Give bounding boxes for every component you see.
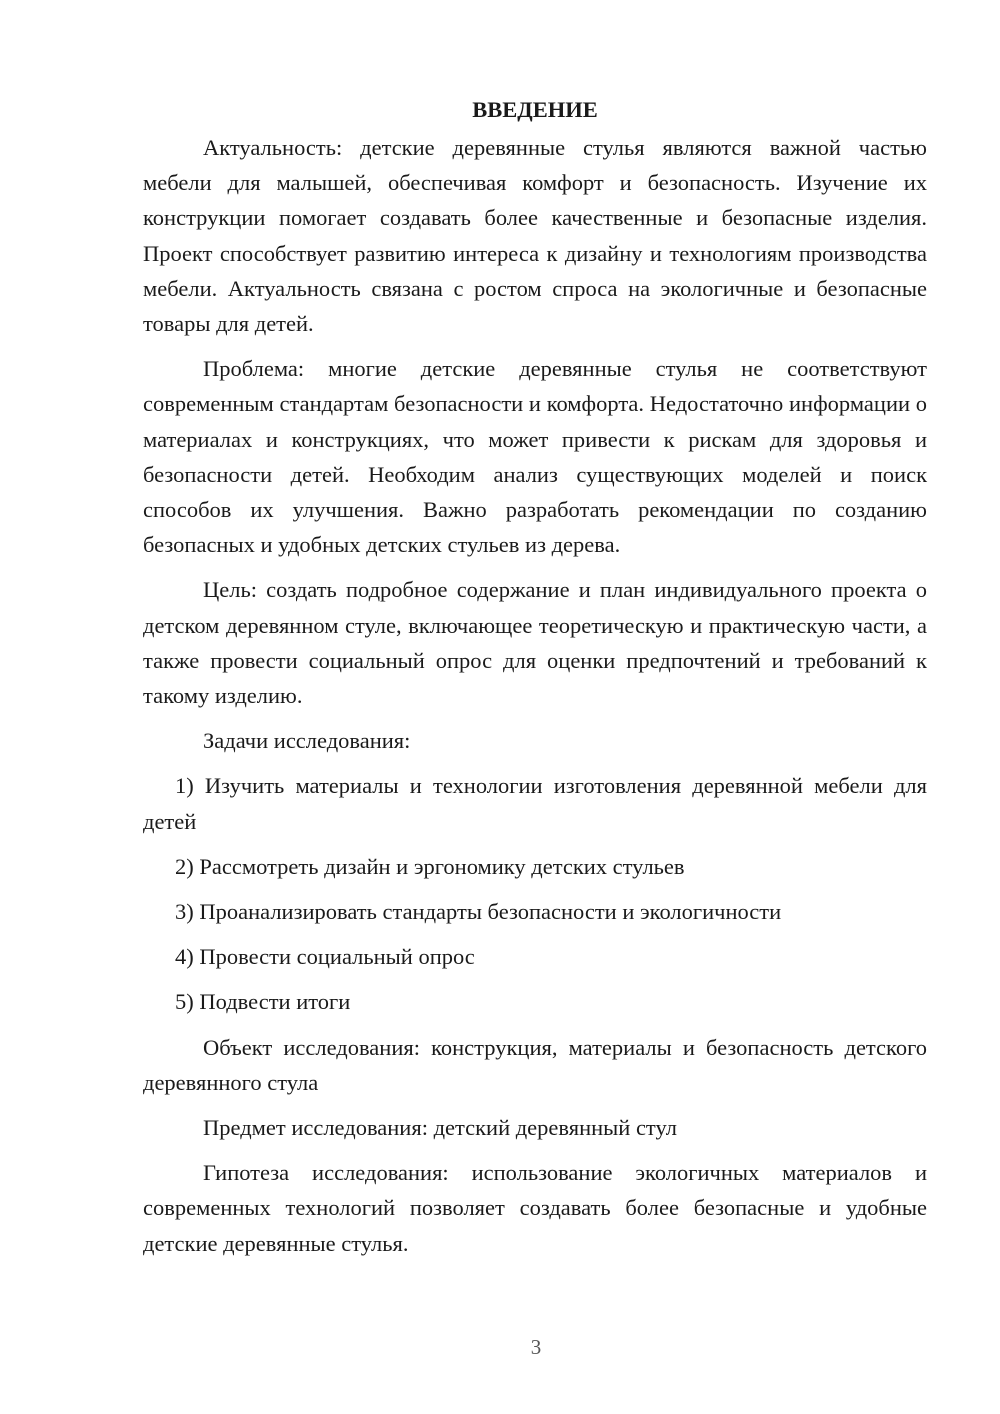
list-item: 1) Изучить материалы и технологии изготовления деревянной мебели для детей — [143, 773, 927, 834]
hypothesis-paragraph: Гипотеза исследования: использование экологичных материалов и современных технологий позволяет создавать более безопасные и удобные детские деревянные стулья. — [143, 1160, 927, 1256]
goal-paragraph: Цель: создать подробное содержание и план индивидуального проекта о детском деревянном стуле, включающее теоретическую и практическую части, а также провести социальный опрос для оценки предпочтений и требований к такому изделию. — [143, 577, 927, 709]
list-item: 2) Рассмотреть дизайн и эргономику детских стульев — [175, 853, 685, 879]
subject-paragraph: Предмет исследования: детский деревянный стул — [203, 1115, 677, 1141]
object-paragraph: Объект исследования: конструкция, материалы и безопасность детского деревянного стула — [143, 1034, 927, 1095]
page-number: 3 — [530, 1335, 542, 1359]
page-content — [143, 92, 927, 1271]
page-title: ВВЕДЕНИЕ — [472, 97, 598, 122]
tasks-heading: Задачи исследования: — [203, 728, 411, 754]
relevance-paragraph: Актуальность: детские деревянные стулья являются важной частью мебели для малышей, обеспечивая комфорт и безопасность. Изучение их конструкции помогает создавать более качественные и безопасные изделия. Проект способствует развитию интереса к дизайну и технологиям производства мебели. Актуальность связана с ростом спроса на экологичные и безопасные товары для детей. — [143, 135, 927, 337]
list-item: 4) Провести социальный опрос — [175, 944, 475, 970]
list-item: 5) Подвести итоги — [175, 989, 351, 1015]
list-item: 3) Проанализировать стандарты безопасности и экологичности — [175, 899, 782, 925]
problem-paragraph: Проблема: многие детские деревянные стулья не соответствуют современным стандартам безопасности и комфорта. Недостаточно информации о материалах и конструкциях, что может привести к рискам для здоровья и безопасности детей. Необходим анализ существующих моделей и поиск способов их улучшения. Важно разработать рекомендации по созданию безопасных и удобных детских стульев из дерева. — [143, 356, 927, 558]
tasks-list — [143, 768, 927, 1019]
